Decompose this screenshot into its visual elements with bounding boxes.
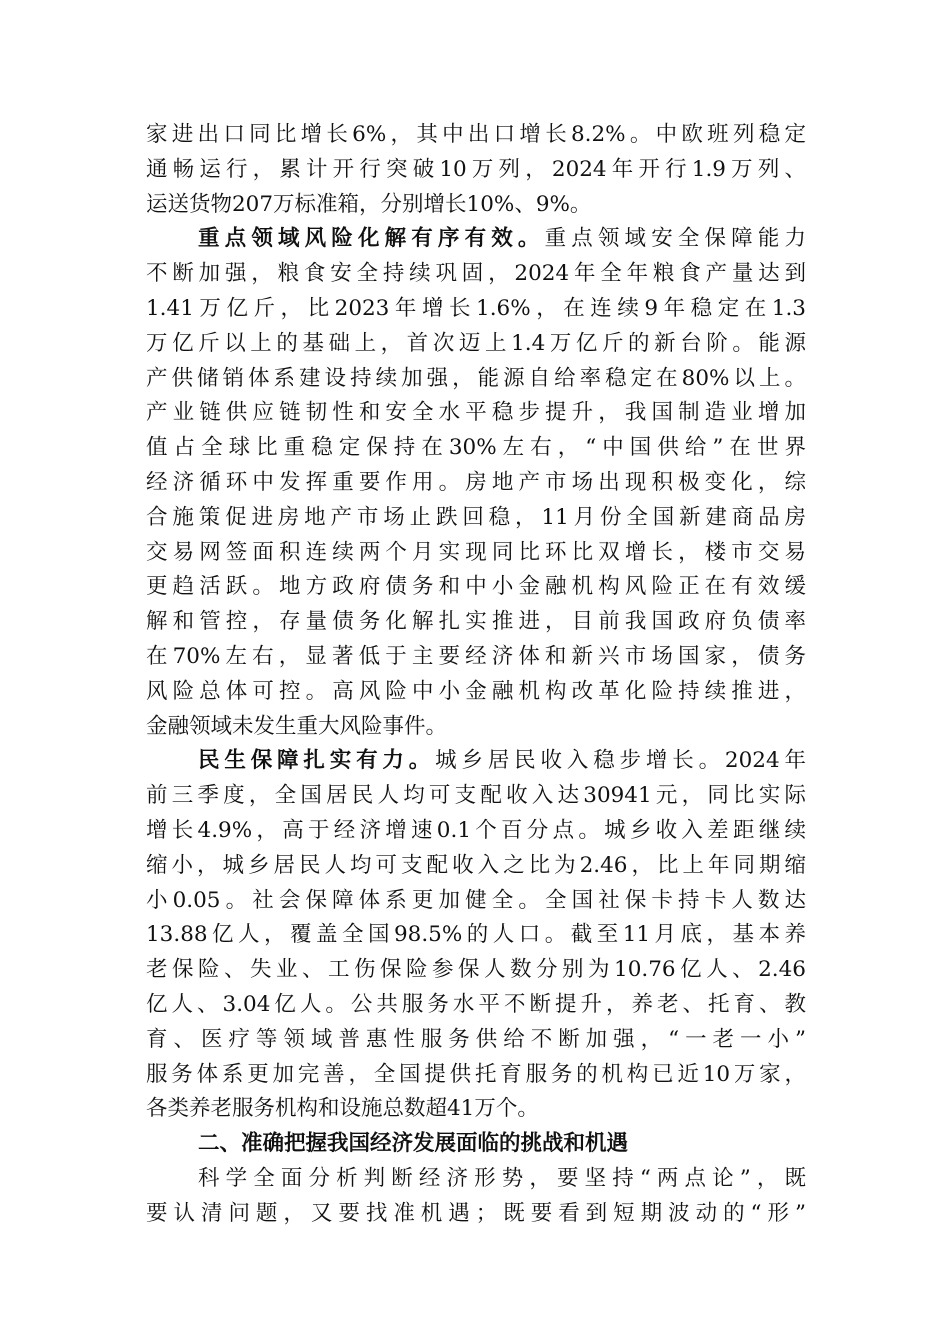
text-fragment: 城乡居民收入稳步增长。2024年 — [435, 748, 806, 774]
text-line: 不断加强，粮食安全持续巩固，2024年全年粮食产量达到 — [146, 261, 806, 287]
text-line: 运送货物207万标准箱，分别增长10%、9%。 — [146, 191, 592, 217]
text-line: 科学全面分析判断经济形势，要坚持“两点论”，既 — [198, 1165, 806, 1191]
text-line: 交易网签面积连续两个月实现同比环比双增长，楼市交易 — [146, 539, 806, 565]
text-fragment: 重点领域安全保障能力 — [544, 226, 806, 252]
text-line: 要认清问题，又要找准机遇；既要看到短期波动的“形” — [146, 1200, 806, 1226]
section-heading: 二、准确把握我国经济发展面临的挑战和机遇 — [198, 1131, 629, 1157]
text-line: 各类养老服务机构和设施总数超41万个。 — [146, 1096, 539, 1122]
text-line: 值占全球比重稳定保持在30%左右，“中国供给”在世界 — [146, 435, 806, 461]
document-page — [146, 118, 806, 1232]
text-line: 经济循环中发挥重要作用。房地产市场出现积极变化，综 — [146, 469, 806, 495]
text-line: 亿人、3.04亿人。公共服务水平不断提升，养老、托育、教 — [146, 991, 806, 1017]
text-line: 更趋活跃。地方政府债务和中小金融机构风险正在有效缓 — [146, 574, 806, 600]
text-line: 前三季度，全国居民人均可支配收入达30941元，同比实际 — [146, 783, 806, 809]
text-line: 缩小，城乡居民人均可支配收入之比为2.46，比上年同期缩 — [146, 852, 806, 878]
text-line: 产业链供应链韧性和安全水平稳步提升，我国制造业增加 — [146, 400, 806, 426]
text-line: 服务体系更加完善，全国提供托育服务的机构已近10万家， — [146, 1061, 806, 1087]
paragraph-livelihood — [146, 744, 806, 1127]
text-line: 老保险、失业、工伤保险参保人数分别为10.76亿人、2.46 — [146, 957, 806, 983]
paragraph-trade — [146, 118, 806, 222]
text-line: 产供储销体系建设持续加强，能源自给率稳定在80%以上。 — [146, 365, 806, 391]
text-line: 风险总体可控。高风险中小金融机构改革化险持续推进， — [146, 678, 806, 704]
text-line: 13.88亿人，覆盖全国98.5%的人口。截至11月底，基本养 — [146, 922, 806, 948]
text-line: 增长4.9%，高于经济增速0.1个百分点。城乡收入差距继续 — [146, 817, 806, 843]
text-line — [146, 744, 806, 779]
paragraph-lead: 重点领域风险化解有序有效。 — [198, 226, 545, 252]
text-line: 家进出口同比增长6%，其中出口增长8.2%。中欧班列稳定 — [146, 122, 806, 147]
text-line: 合施策促进房地产市场止跌回稳，11月份全国新建商品房 — [146, 504, 806, 530]
text-line: 万亿斤以上的基础上，首次迈上1.4万亿斤的新台阶。能源 — [146, 330, 806, 356]
text-line — [146, 222, 806, 257]
text-line: 解和管控，存量债务化解扎实推进，目前我国政府负债率 — [146, 609, 806, 635]
text-line: 小0.05。社会保障体系更加健全。全国社保卡持卡人数达 — [146, 887, 806, 913]
text-line: 金融领域未发生重大风险事件。 — [146, 713, 448, 739]
text-line: 育、医疗等领域普惠性服务供给不断加强，“一老一小” — [146, 1026, 806, 1052]
text-line: 1.41万亿斤，比2023年增长1.6%，在连续9年稳定在1.3 — [146, 295, 806, 321]
paragraph-lead: 民生保障扎实有力。 — [198, 748, 436, 774]
paragraph-analysis — [146, 1162, 806, 1232]
paragraph-risk — [146, 222, 806, 744]
text-line: 通畅运行，累计开行突破10万列，2024年开行1.9万列、 — [146, 156, 806, 182]
text-line: 在70%左右，显著低于主要经济体和新兴市场国家，债务 — [146, 643, 806, 669]
